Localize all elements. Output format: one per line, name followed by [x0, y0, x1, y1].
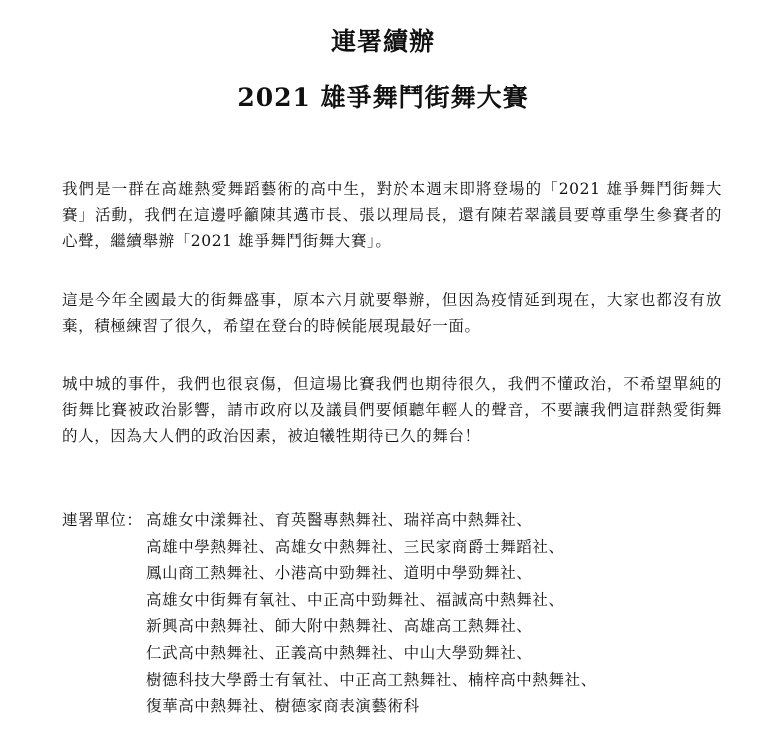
signatory-line: 高雄女中漾舞社、育英醫專熱舞社、瑞祥高中熱舞社、	[146, 511, 533, 529]
signatory-line: 鳳山商工熱舞社、小港高中勁舞社、道明中學勁舞社、	[146, 564, 533, 583]
signatories-section	[62, 507, 742, 720]
signatory-line: 樹德科技大學爵士有氧社、中正高工熱舞社、楠梓高中熱舞社、	[146, 670, 597, 689]
signatory-line: 高雄女中街舞有氧社、中正高中勁舞社、福誠高中熱舞社、	[146, 590, 565, 609]
document-title: 連署續辦	[330, 27, 435, 56]
signatory-line: 新興高中熱舞社、師大附中熱舞社、高雄高工熱舞社、	[146, 617, 533, 636]
signatories-label: 連署單位：	[62, 511, 143, 529]
signatory-line: 仁武高中熱舞社、正義高中熱舞社、中山大學勁舞社、	[146, 643, 533, 662]
event-title: 2021 雄爭舞鬥街舞大賽	[237, 83, 529, 112]
signatory-row	[62, 534, 742, 561]
signatory-row	[62, 640, 742, 667]
signatory-row	[62, 613, 742, 640]
signatory-row	[62, 693, 742, 720]
signatory-row	[62, 560, 742, 587]
signatory-row	[62, 587, 742, 614]
paragraph-background: 這是今年全國最大的街舞盛事，原本六月就要舉辦，但因為疫情延到現在，大家也都沒有放棄，積極練習了很久，希望在登台的時候能展現最好一面。	[62, 291, 722, 335]
paragraph-request: 城中城的事件，我們也很哀傷，但這場比賽我們也期待很久，我們不懂政治，不希望單純的街舞比賽被政治影響，請市政府以及議員們要傾聽年輕人的聲音，不要讓我們這群熱愛街舞的人，因為大人們的政治因素，被迫犧牲期待已久的舞台！	[62, 375, 722, 445]
signatory-row	[62, 667, 742, 694]
signatory-row	[62, 507, 742, 534]
signatory-line: 復華高中熱舞社、樹德家商表演藝術科	[146, 697, 420, 716]
paragraph-appeal: 我們是一群在高雄熱愛舞蹈藝術的高中生，對於本週末即將登場的「2021 雄爭舞鬥街舞大賽」活動，我們在這邊呼籲陳其邁市長、張以理局長，還有陳若翠議員要尊重學生參賽者的心聲，繼續舉辦「2021 雄爭舞鬥街舞大賽」。	[62, 180, 722, 250]
signatory-line: 高雄中學熱舞社、高雄女中熱舞社、三民家商爵士舞蹈社、	[146, 537, 565, 556]
